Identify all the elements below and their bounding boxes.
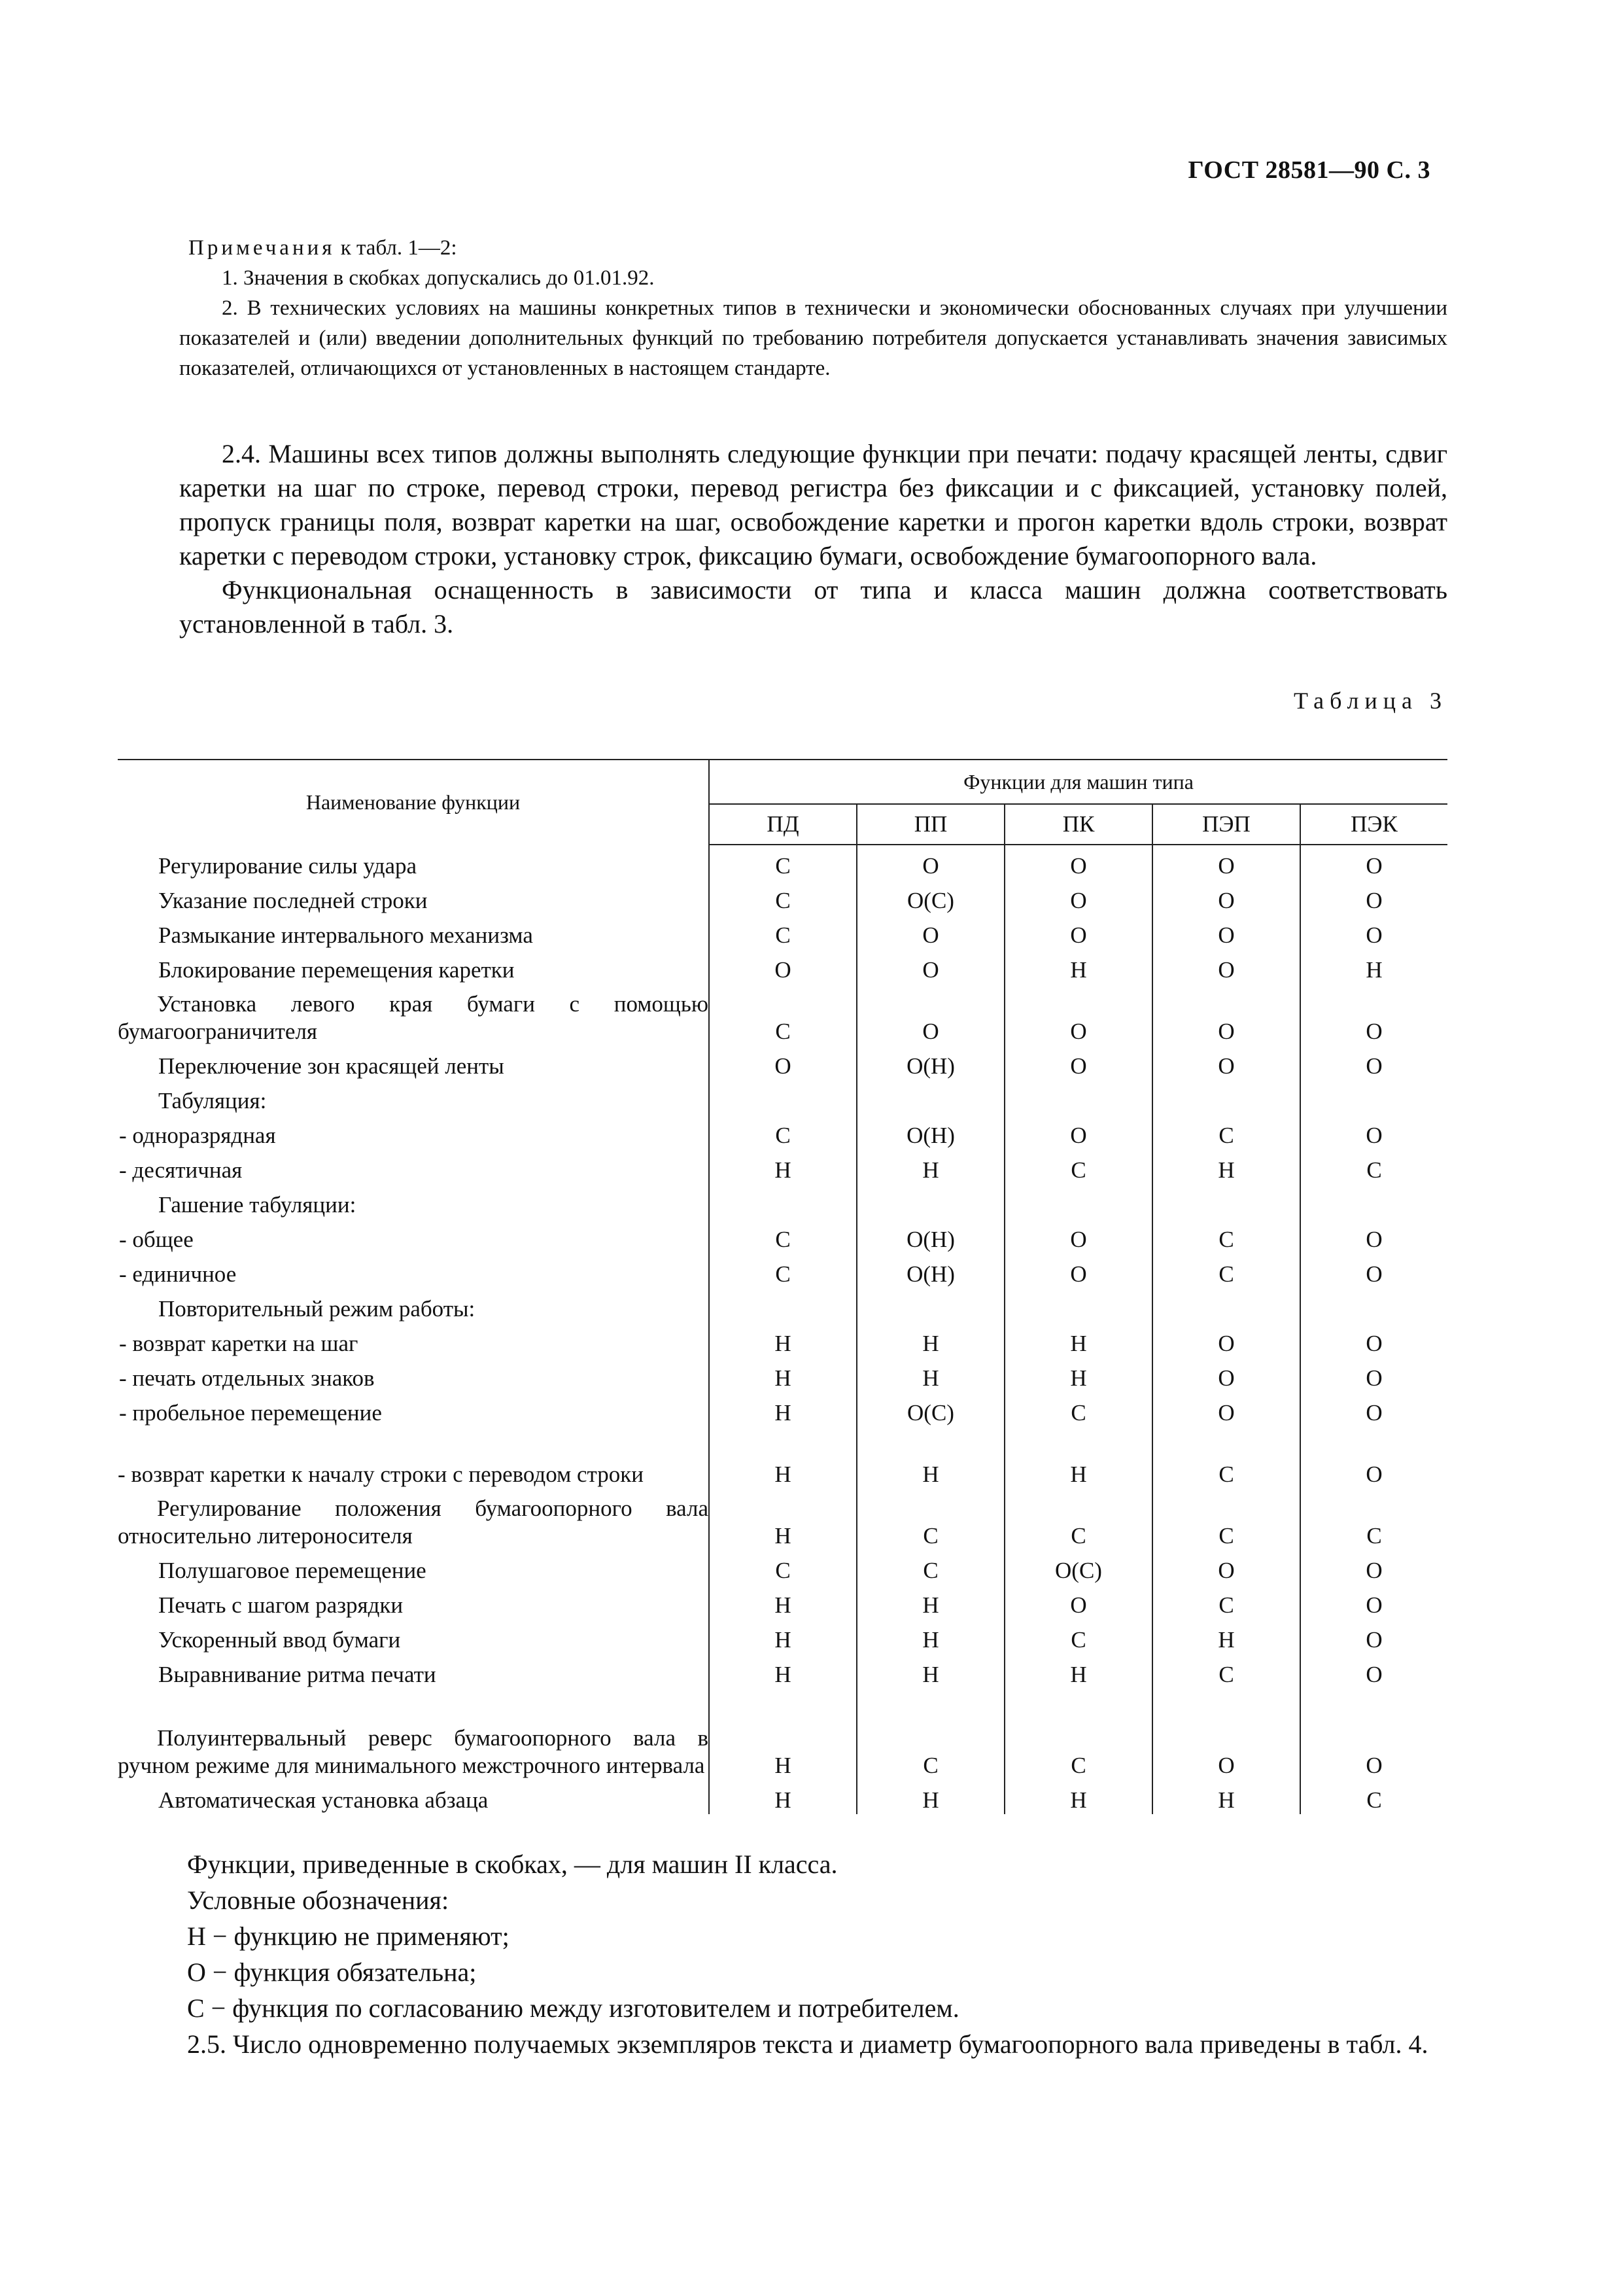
value-ПЭП: О <box>1152 1392 1300 1427</box>
function-name: Блокирование перемещения каретки <box>158 957 515 983</box>
value-ПД: Н <box>709 1689 857 1779</box>
value-ПК: О <box>1005 1045 1152 1080</box>
function-name: Размыкание интервального механизма <box>158 922 533 948</box>
table-row <box>118 1045 1447 1080</box>
table-row <box>118 1779 1447 1814</box>
value-ПП: О <box>857 984 1005 1045</box>
value-ПД <box>709 1080 857 1115</box>
value-ПК: Н <box>1005 1427 1152 1488</box>
notes-title-spaced: Примечания <box>188 236 336 260</box>
value-ПК <box>1005 1184 1152 1219</box>
table-body <box>118 845 1447 1814</box>
value-ПЭП: О <box>1152 984 1300 1045</box>
value-ПД: С <box>709 845 857 880</box>
note-item: 1. Значения в скобках допускались до 01.01.92. <box>222 266 655 290</box>
value-ПП: О(Н) <box>857 1253 1005 1288</box>
value-ПЭП: Н <box>1152 1619 1300 1654</box>
value-ПЭП: С <box>1152 1585 1300 1619</box>
value-ПЭП: С <box>1152 1488 1300 1550</box>
value-ПЭК: О <box>1300 915 1447 949</box>
table-row <box>118 1427 1447 1488</box>
table-row <box>118 915 1447 949</box>
value-ПД <box>709 1288 857 1323</box>
value-ПЭП: С <box>1152 1219 1300 1253</box>
value-ПЭК <box>1300 1080 1447 1115</box>
value-ПЭК <box>1300 1288 1447 1323</box>
value-ПЭК: О <box>1300 1550 1447 1585</box>
function-name: Печать с шагом разрядки <box>158 1592 404 1618</box>
notes-title-rest: к табл. 1—2: <box>335 236 457 260</box>
value-ПЭК: С <box>1300 1149 1447 1184</box>
value-ПК: О <box>1005 1115 1152 1149</box>
value-ПК: О <box>1005 915 1152 949</box>
table-row <box>118 1654 1447 1689</box>
table-row <box>118 1149 1447 1184</box>
value-ПД: С <box>709 915 857 949</box>
table-row <box>118 880 1447 915</box>
value-ПЭК: О <box>1300 1654 1447 1689</box>
functions-table <box>118 759 1447 1814</box>
value-ПЭК: О <box>1300 1392 1447 1427</box>
value-ПК <box>1005 1080 1152 1115</box>
function-name: Регулирование силы удара <box>158 853 417 879</box>
value-ПЭП: О <box>1152 1689 1300 1779</box>
value-ПК: С <box>1005 1149 1152 1184</box>
function-name: - возврат каретки к началу строки с переводом строки <box>118 1462 644 1487</box>
notes-title <box>179 233 1447 263</box>
value-ПЭП <box>1152 1080 1300 1115</box>
section-2-4 <box>179 437 1447 641</box>
value-ПД: О <box>709 1045 857 1080</box>
table-row <box>118 1080 1447 1115</box>
value-ПЭК: О <box>1300 1689 1447 1779</box>
table-row <box>118 949 1447 984</box>
value-ПЭК: О <box>1300 845 1447 880</box>
value-ПК: Н <box>1005 1358 1152 1392</box>
table-row <box>118 1392 1447 1427</box>
value-ПК: С <box>1005 1488 1152 1550</box>
value-ПД: Н <box>709 1779 857 1814</box>
value-ПЭП: С <box>1152 1654 1300 1689</box>
table-row <box>118 984 1447 1045</box>
value-ПЭП: О <box>1152 1045 1300 1080</box>
table-row <box>118 1689 1447 1779</box>
function-name: - единичное <box>119 1261 237 1287</box>
value-ПП: О <box>857 845 1005 880</box>
value-ПЭК: Н <box>1300 949 1447 984</box>
value-ПП: С <box>857 1550 1005 1585</box>
value-ПД: Н <box>709 1427 857 1488</box>
value-ПП: С <box>857 1488 1005 1550</box>
value-ПЭП: С <box>1152 1115 1300 1149</box>
table-row <box>118 1488 1447 1550</box>
col-header-type: ПП <box>857 804 1005 845</box>
value-ПП: О(С) <box>857 880 1005 915</box>
paragraph: 2.4. Машины всех типов должны выполнять следующие функции при печати: подачу красящей ленты, сдвиг каретки на шаг по строке, перевод строки, перевод регистра без фиксации и с фиксацией, установку полей, пропуск границы поля, возврат каретки на шаг, освобождение каретки и прогон каретки вдоль строки, возврат каретки с переводом строки, установку строк, фиксацию бумаги, освобождение бумагоопорного вала. <box>179 439 1447 570</box>
function-name: - пробельное перемещение <box>119 1400 382 1426</box>
value-ПК: О <box>1005 984 1152 1045</box>
value-ПП: Н <box>857 1149 1005 1184</box>
function-name: - одноразрядная <box>119 1123 276 1148</box>
section-2-5: 2.5. Число одновременно получаемых экземпляров текста и диаметр бумагоопорного вала приведены в табл. 4. <box>187 2029 1428 2059</box>
value-ПП: Н <box>857 1323 1005 1358</box>
note-item: 2. В технических условиях на машины конкретных типов в технически и экономически обоснованных случаях при улучшении показателей и (или) введении дополнительных функций по требованию потребителя допускается устанавливать значения зависимых показателей, отличающихся от установленных в настоящем стандарте. <box>179 296 1447 380</box>
function-name: Табуляция: <box>158 1088 267 1113</box>
function-name: - возврат каретки на шаг <box>119 1331 358 1356</box>
function-name: Гашение табуляции: <box>158 1192 356 1218</box>
value-ПД: Н <box>709 1619 857 1654</box>
value-ПД: Н <box>709 1323 857 1358</box>
value-ПК: Н <box>1005 1779 1152 1814</box>
table-row <box>118 1323 1447 1358</box>
value-ПЭК: С <box>1300 1779 1447 1814</box>
value-ПЭК: О <box>1300 1427 1447 1488</box>
value-ПП: О(С) <box>857 1392 1005 1427</box>
value-ПД: Н <box>709 1149 857 1184</box>
table-row <box>118 1253 1447 1288</box>
value-ПД: О <box>709 949 857 984</box>
col-header-name: Наименование функции <box>118 760 709 845</box>
value-ПЭП <box>1152 1184 1300 1219</box>
value-ПД: С <box>709 984 857 1045</box>
value-ПЭК: О <box>1300 1253 1447 1288</box>
function-name: Установка левого края бумаги с помощью бумагоограничителя <box>118 991 708 1044</box>
value-ПК: О <box>1005 1253 1152 1288</box>
table-row <box>118 1585 1447 1619</box>
value-ПЭК: О <box>1300 1115 1447 1149</box>
value-ПК: С <box>1005 1619 1152 1654</box>
table-row <box>118 1115 1447 1149</box>
value-ПД <box>709 1184 857 1219</box>
value-ПД: Н <box>709 1392 857 1427</box>
value-ПП: С <box>857 1689 1005 1779</box>
notes-block <box>179 233 1447 383</box>
value-ПЭП: О <box>1152 1358 1300 1392</box>
value-ПД: Н <box>709 1358 857 1392</box>
value-ПЭП: С <box>1152 1427 1300 1488</box>
value-ПП <box>857 1184 1005 1219</box>
value-ПП: О(Н) <box>857 1219 1005 1253</box>
value-ПП: Н <box>857 1585 1005 1619</box>
value-ПК: О <box>1005 1585 1152 1619</box>
value-ПЭК: О <box>1300 1219 1447 1253</box>
value-ПЭК <box>1300 1184 1447 1219</box>
value-ПЭК: О <box>1300 984 1447 1045</box>
doc-header: ГОСТ 28581—90 С. 3 <box>1188 156 1430 184</box>
value-ПЭК: О <box>1300 1045 1447 1080</box>
value-ПП: О(Н) <box>857 1045 1005 1080</box>
value-ПЭП: О <box>1152 949 1300 984</box>
value-ПЭК: О <box>1300 880 1447 915</box>
table-row <box>118 1288 1447 1323</box>
value-ПЭП: О <box>1152 1550 1300 1585</box>
table-row <box>118 1358 1447 1392</box>
value-ПД: С <box>709 1550 857 1585</box>
table-row <box>118 1219 1447 1253</box>
legend-item: С − функция по согласованию между изготовителем и потребителем. <box>187 1993 959 2023</box>
value-ПЭК: О <box>1300 1619 1447 1654</box>
function-name: Полушаговое перемещение <box>158 1558 426 1583</box>
value-ПП: О <box>857 949 1005 984</box>
value-ПЭП: О <box>1152 915 1300 949</box>
value-ПД: С <box>709 1253 857 1288</box>
value-ПЭК: С <box>1300 1488 1447 1550</box>
value-ПЭП: Н <box>1152 1149 1300 1184</box>
value-ПП: О(Н) <box>857 1115 1005 1149</box>
col-header-type: ПК <box>1005 804 1152 845</box>
value-ПК: О <box>1005 1219 1152 1253</box>
legend-block <box>179 1846 1447 2062</box>
value-ПП: Н <box>857 1427 1005 1488</box>
value-ПЭП <box>1152 1288 1300 1323</box>
legend-title: Условные обозначения: <box>187 1885 449 1915</box>
value-ПЭП: О <box>1152 845 1300 880</box>
value-ПП: О <box>857 915 1005 949</box>
function-name: Переключение зон красящей ленты <box>158 1053 504 1079</box>
value-ПП <box>857 1288 1005 1323</box>
paragraph: Функциональная оснащенность в зависимости от типа и класса машин должна соответствовать установленной в табл. 3. <box>179 575 1447 639</box>
function-name: Указание последней строки <box>158 888 428 913</box>
value-ПК: О <box>1005 880 1152 915</box>
function-name: Ускоренный ввод бумаги <box>158 1627 401 1653</box>
value-ПК: С <box>1005 1392 1152 1427</box>
value-ПД: Н <box>709 1654 857 1689</box>
function-name: Выравнивание ритма печати <box>158 1662 436 1687</box>
value-ПЭП: С <box>1152 1253 1300 1288</box>
value-ПК: О(С) <box>1005 1550 1152 1585</box>
function-name: Автоматическая установка абзаца <box>158 1787 489 1813</box>
value-ПЭП: О <box>1152 880 1300 915</box>
table-caption: Таблица 3 <box>1294 688 1447 714</box>
table-row <box>118 1550 1447 1585</box>
col-header-group: Функции для машин типа <box>709 760 1447 804</box>
value-ПК: Н <box>1005 1323 1152 1358</box>
value-ПК: Н <box>1005 949 1152 984</box>
col-header-type: ПЭП <box>1152 804 1300 845</box>
value-ПЭК: О <box>1300 1323 1447 1358</box>
value-ПД: С <box>709 1219 857 1253</box>
value-ПД: С <box>709 1115 857 1149</box>
value-ПД: Н <box>709 1488 857 1550</box>
value-ПЭК: О <box>1300 1585 1447 1619</box>
value-ПЭП: О <box>1152 1323 1300 1358</box>
col-header-type: ПЭК <box>1300 804 1447 845</box>
value-ПЭК: О <box>1300 1358 1447 1392</box>
value-ПЭП: Н <box>1152 1779 1300 1814</box>
table-row <box>118 1619 1447 1654</box>
value-ПК <box>1005 1288 1152 1323</box>
function-name: Полуинтервальный реверс бумагоопорного вала в ручном режиме для минимального межстрочного интервала <box>118 1725 708 1778</box>
legend-item: О − функция обязательна; <box>187 1957 477 1987</box>
value-ПК: Н <box>1005 1654 1152 1689</box>
value-ПП: Н <box>857 1654 1005 1689</box>
function-name: Повторительный режим работы: <box>158 1296 475 1322</box>
function-name: - печать отдельных знаков <box>119 1365 375 1391</box>
function-name: Регулирование положения бумагоопорного вала относительно литероносителя <box>118 1496 708 1549</box>
value-ПП <box>857 1080 1005 1115</box>
function-name: - десятичная <box>119 1157 243 1183</box>
legend-item: Н − функцию не применяют; <box>187 1921 510 1951</box>
value-ПП: Н <box>857 1358 1005 1392</box>
table-row <box>118 845 1447 880</box>
col-header-type: ПД <box>709 804 857 845</box>
function-name: - общее <box>119 1227 194 1252</box>
value-ПД: Н <box>709 1585 857 1619</box>
table-row <box>118 1184 1447 1219</box>
value-ПК: С <box>1005 1689 1152 1779</box>
value-ПП: Н <box>857 1619 1005 1654</box>
bracket-note: Функции, приведенные в скобках, — для машин II класса. <box>187 1849 838 1879</box>
value-ПД: С <box>709 880 857 915</box>
value-ПК: О <box>1005 845 1152 880</box>
value-ПП: Н <box>857 1779 1005 1814</box>
